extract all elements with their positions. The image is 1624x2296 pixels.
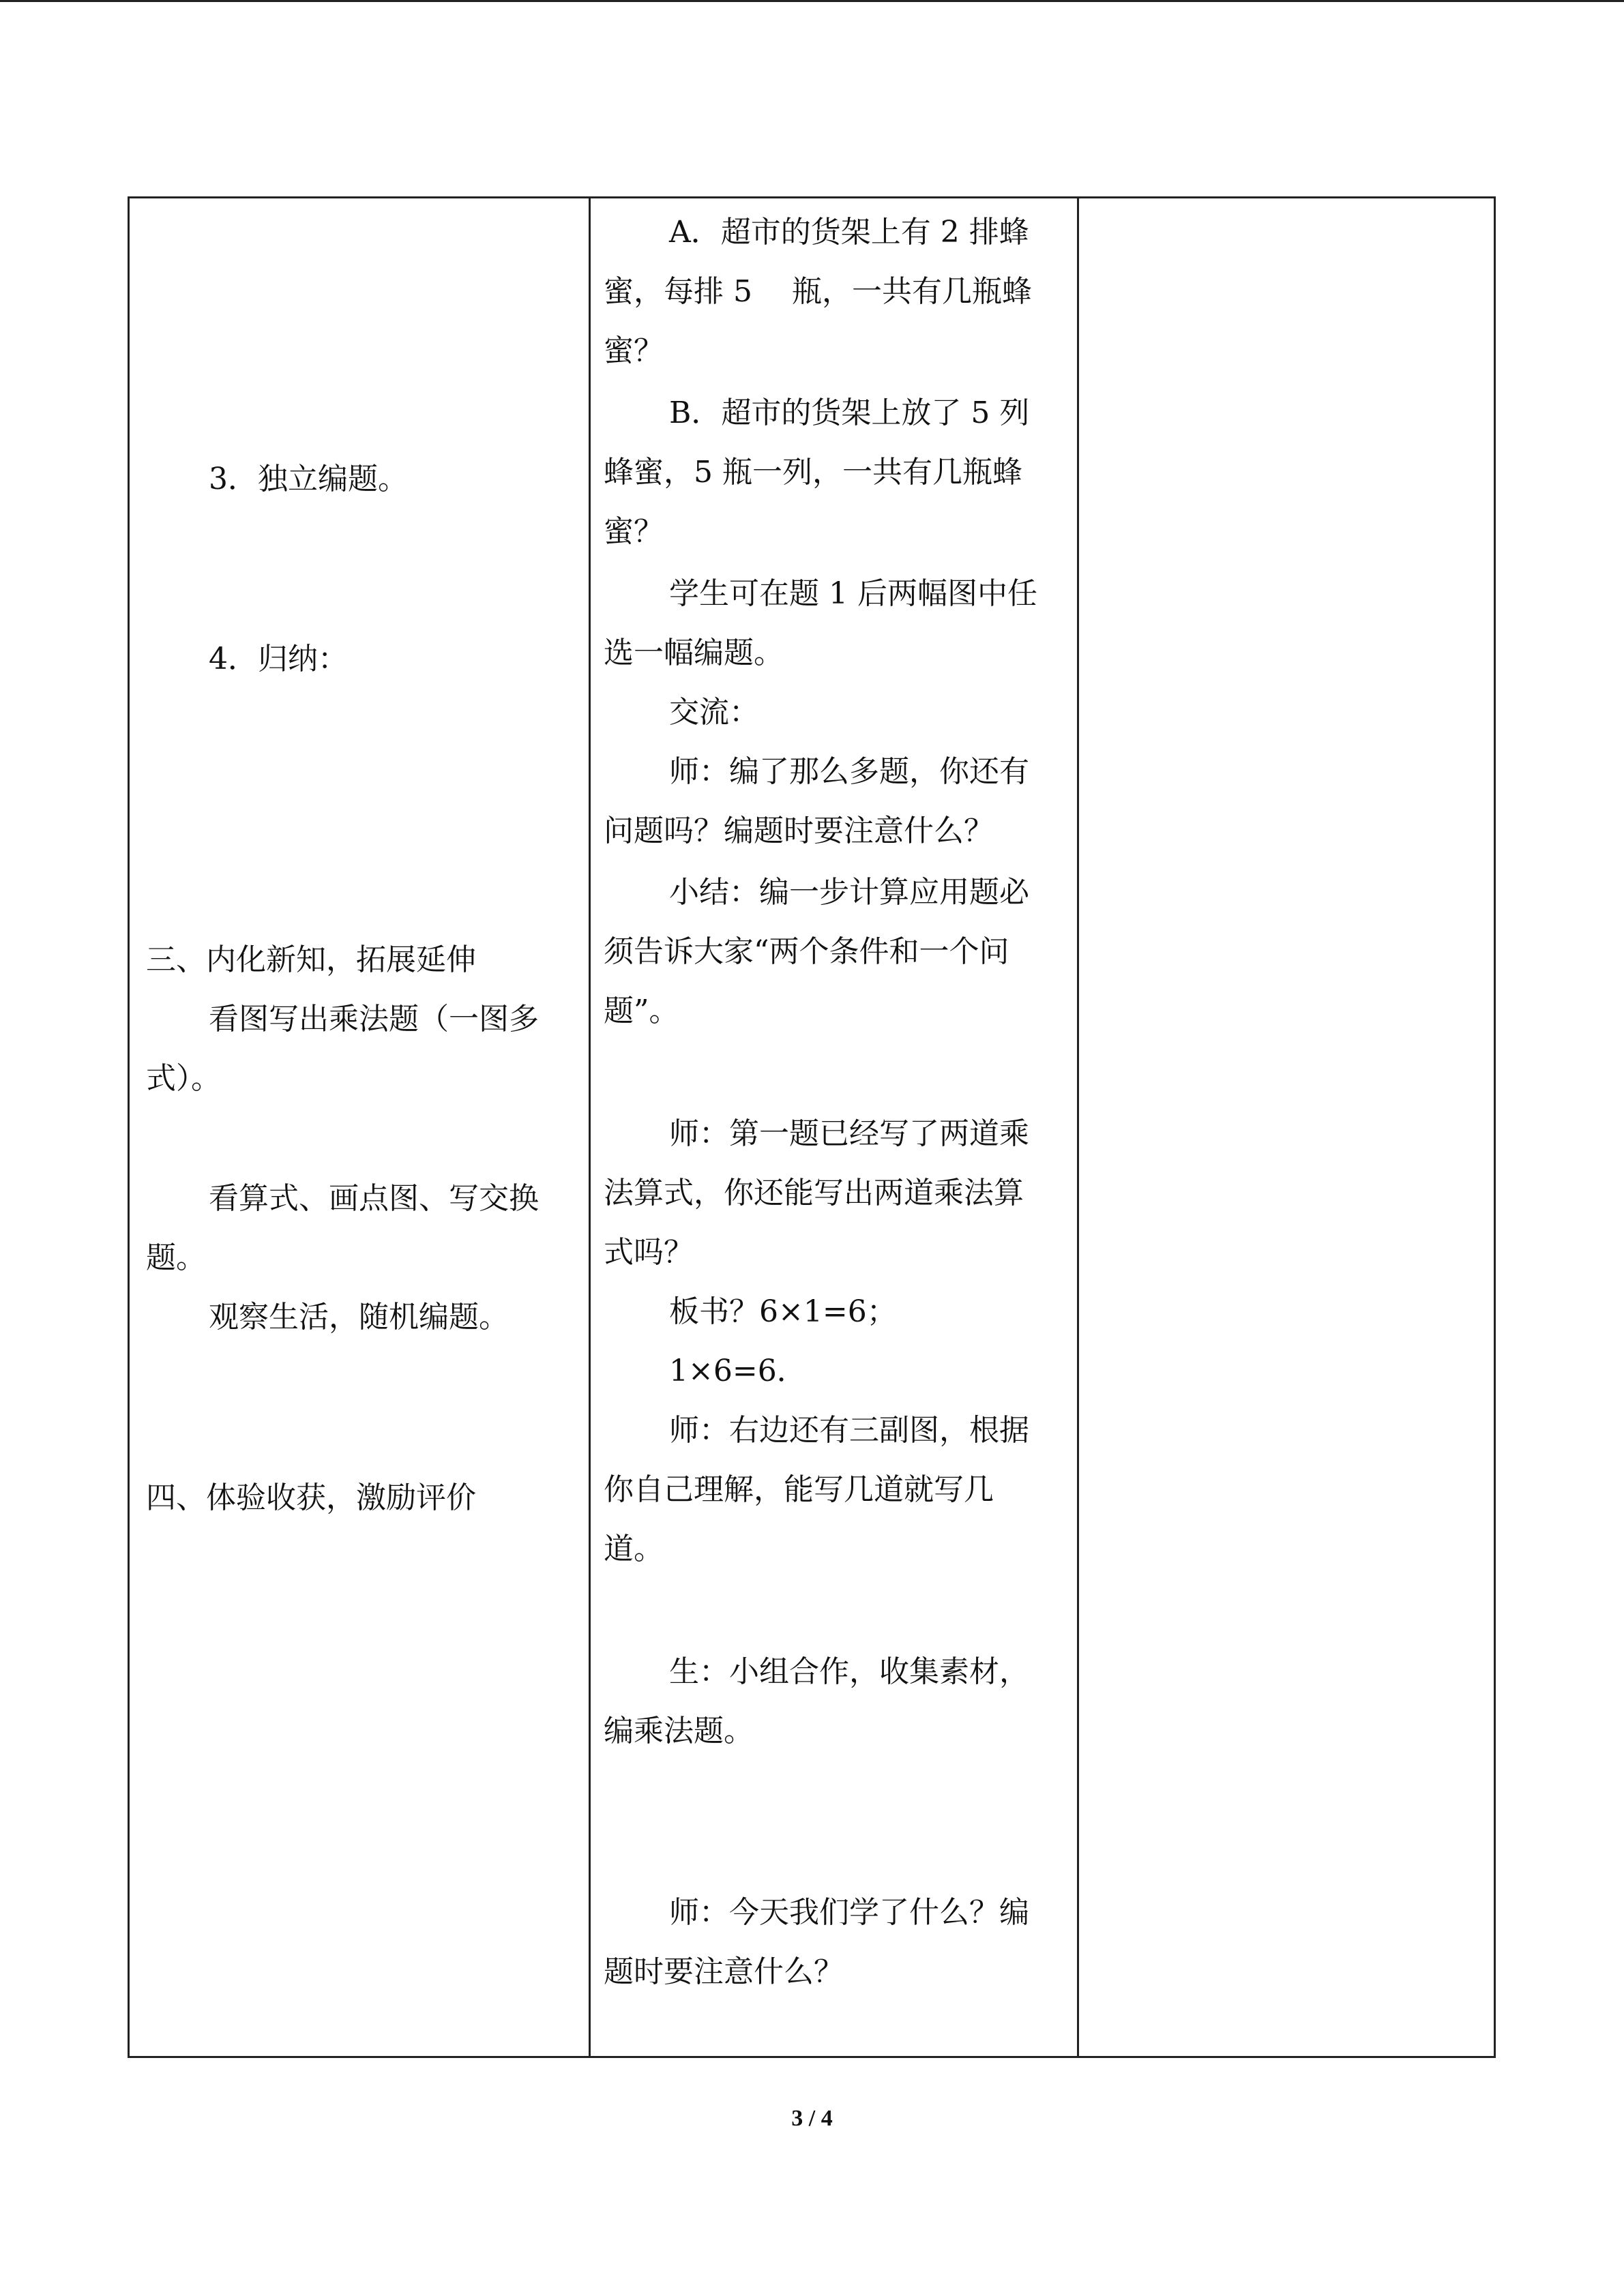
step-3-text: 3．独立编题。 <box>209 462 408 496</box>
middle-text-line: 须告诉大家“两个条件和一个问 <box>604 934 1009 969</box>
middle-text-line: 道。 <box>604 1532 664 1566</box>
left-text-line: 看算式、画点图、写交换 <box>209 1181 539 1216</box>
middle-text-line: 蜜，每排 5 瓶，一共有几瓶蜂 <box>604 274 1032 309</box>
middle-text-line: 小结：编一步计算应用题必 <box>669 875 1029 910</box>
middle-text-line: 蜂蜜，5 瓶一列，一共有几瓶蜂 <box>604 455 1022 490</box>
middle-text-line: 问题吗？编题时要注意什么？ <box>604 814 994 848</box>
middle-text-line: 式吗？ <box>604 1235 694 1270</box>
page-number: 3 / 4 <box>791 2106 833 2131</box>
top-border-line <box>0 0 1624 2</box>
middle-text-line: 编乘法题。 <box>604 1714 754 1748</box>
middle-text-line: 师：第一题已经写了两道乘 <box>669 1116 1029 1151</box>
column-divider-right <box>1077 198 1079 2056</box>
middle-text-line: 交流： <box>669 695 759 730</box>
middle-text-line: 题”。 <box>604 994 679 1028</box>
middle-text-line: A．超市的货架上有 2 排蜂 <box>669 215 1029 250</box>
middle-text-line: 选一幅编题。 <box>604 636 784 670</box>
middle-text-line: B．超市的货架上放了 5 列 <box>669 396 1030 430</box>
middle-text-line: 1×6=6． <box>669 1354 807 1388</box>
middle-text-line: 学生可在题 1 后两幅图中任 <box>669 576 1037 611</box>
middle-text-line: 生：小组合作，收集素材， <box>669 1654 1029 1689</box>
middle-text-line: 板书？6×1=6； <box>669 1294 897 1329</box>
middle-text-line: 蜜？ <box>604 333 664 368</box>
middle-text-line: 师：右边还有三副图，根据 <box>669 1413 1029 1448</box>
left-text-line: 题。 <box>146 1240 206 1275</box>
left-text-line: 看图写出乘法题（一图多 <box>209 1002 539 1037</box>
middle-text-line: 题时要注意什么？ <box>604 1954 844 1989</box>
middle-text-line: 师：编了那么多题，你还有 <box>669 754 1029 789</box>
middle-text-line: 法算式，你还能写出两道乘法算 <box>604 1176 1024 1210</box>
middle-text-line: 师：今天我们学了什么？编 <box>669 1895 1029 1930</box>
section-4-heading: 四、体验收获，激励评价 <box>146 1480 476 1515</box>
left-text-line: 式）。 <box>146 1061 221 1096</box>
middle-text-line: 你自己理解，能写几道就写几 <box>604 1472 994 1507</box>
left-text-line: 观察生活，随机编题。 <box>209 1300 509 1335</box>
column-divider-left <box>589 198 591 2056</box>
step-4-text: 4．归纳： <box>209 642 348 676</box>
middle-text-line: 蜜？ <box>604 514 664 549</box>
section-3-heading: 三、内化新知，拓展延伸 <box>146 942 476 977</box>
lesson-plan-table <box>128 196 1496 2058</box>
